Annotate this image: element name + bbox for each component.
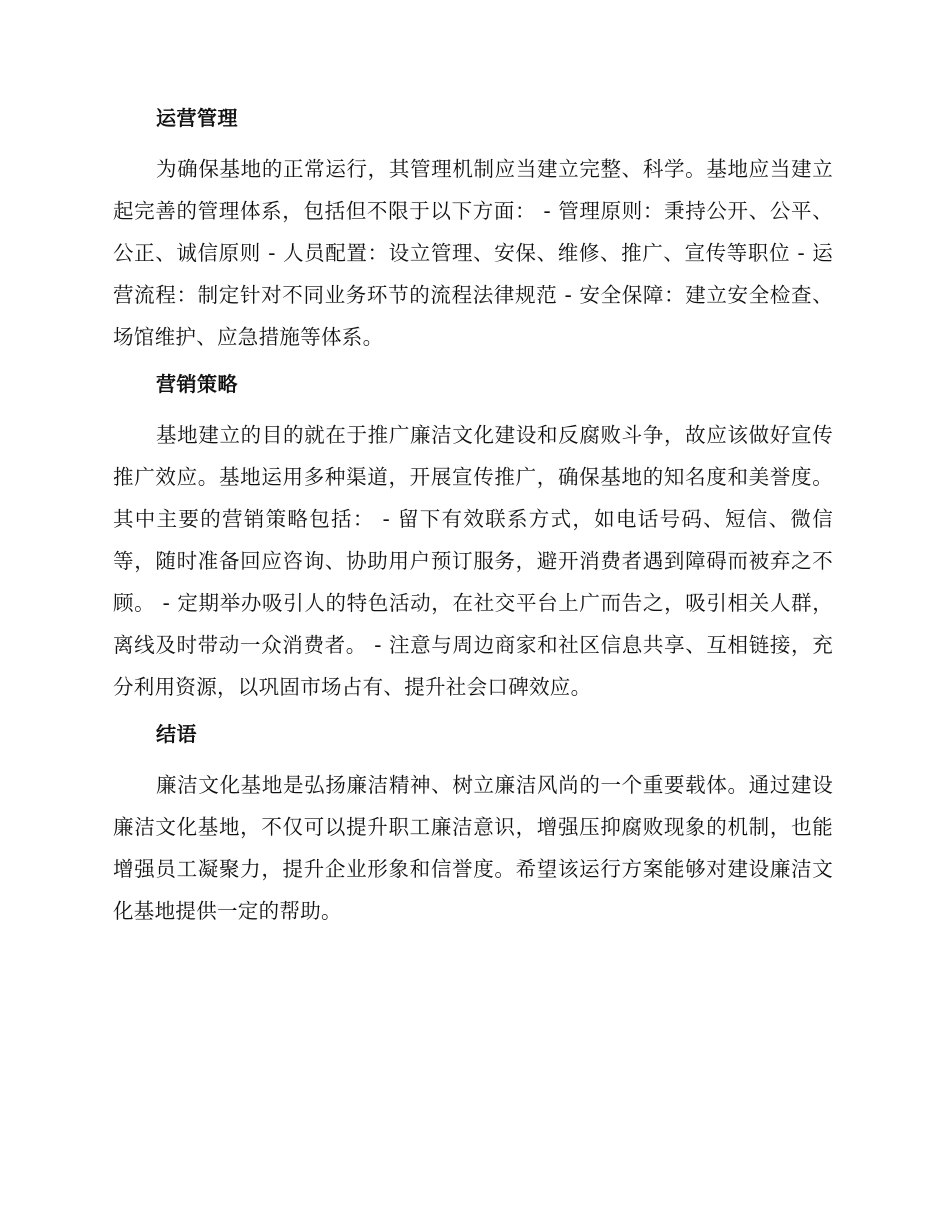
section-body-operations: 为确保基地的正常运行，其管理机制应当建立完整、科学。基地应当建立起完善的管理体系，包括但不限于以下方面： - 管理原则：秉持公开、公平、公正、诚信原则 - 人员配置：设立管理、安保、维修、推广、宣传等职位 - 运营流程：制定针对不同业务环节的流程法律规范 - 安全保障：建立安全检查、场馆维护、应急措施等体系。 [113,157,833,349]
section-heading-conclusion: 结语 [156,722,197,746]
section-body-marketing: 基地建立的目的就在于推广廉洁文化建设和反腐败斗争，故应该做好宣传推广效应。基地运用多种渠道，开展宣传推广，确保基地的知名度和美誉度。 其中主要的营销策略包括： - 留下有效联系方式，如电话号码、短信、微信等，随时准备回应咨询、协助用户预订服务，避开消费者遇到障碍而被弃之不顾。 - 定期举办吸引人的特色活动，在社交平台上广而告之，吸引相关人群，离线及时带动一众消费者。 - 注意与周边商家和社区信息共享、互相链接，充分利用资源，以巩固市场占有、提升社会口碑效应。 [113,423,833,699]
section-conclusion [113,720,833,932]
section-heading-operations: 运营管理 [156,106,238,130]
document-page [113,104,833,944]
section-operations [113,104,833,358]
section-body-conclusion: 廉洁文化基地是弘扬廉洁精神、树立廉洁风尚的一个重要载体。通过建设廉洁文化基地，不仅可以提升职工廉洁意识，增强压抑腐败现象的机制，也能增强员工凝聚力，提升企业形象和信誉度。希望该运行方案能够对建设廉洁文化基地提供一定的帮助。 [113,773,833,923]
section-heading-marketing: 营销策略 [156,372,238,396]
section-marketing [113,370,833,708]
